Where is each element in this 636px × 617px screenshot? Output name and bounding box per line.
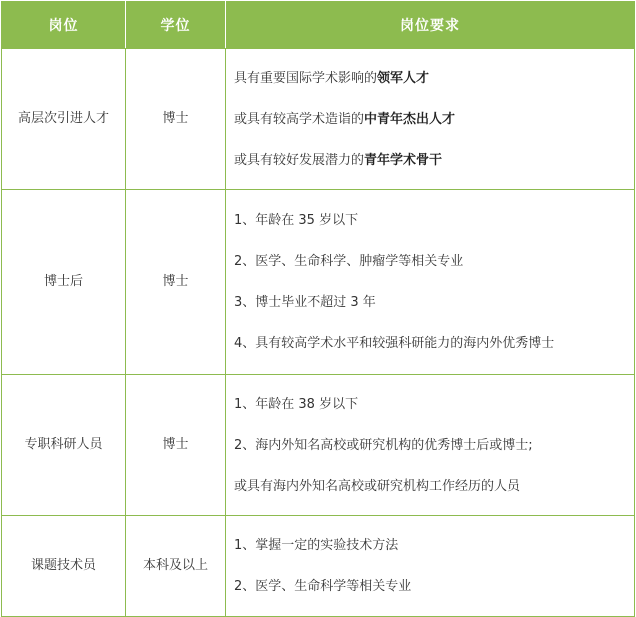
recruitment-table [1, 1, 635, 617]
degree-cell: 博士 [126, 190, 226, 375]
table-header-row [2, 2, 635, 49]
table-row [2, 49, 635, 190]
requirement-line [234, 99, 634, 140]
requirement-highlight: 中青年杰出人才 [364, 111, 456, 127]
requirements-cell [226, 516, 635, 617]
header-degree: 学位 [126, 2, 226, 49]
requirement-text: 或具有较高学术造诣的 [234, 111, 365, 127]
degree-cell: 本科及以上 [126, 516, 226, 617]
requirement-text: 具有重要国际学术影响的 [234, 70, 378, 86]
requirements-cell [226, 49, 635, 190]
requirement-line: 2、海内外知名高校或研究机构的优秀博士后或博士; [234, 437, 533, 453]
position-cell: 博士后 [2, 190, 126, 375]
degree-cell: 博士 [126, 49, 226, 190]
requirement-line: 1、年龄在 35 岁以下 [234, 213, 359, 228]
requirement-line [234, 58, 634, 99]
degree-cell: 博士 [126, 375, 226, 516]
position-cell: 课题技术员 [2, 516, 126, 617]
table-row [2, 190, 635, 375]
table-row [2, 516, 635, 617]
requirement-line: 3、博士毕业不超过 3 年 [234, 295, 376, 310]
requirement-line: 4、具有较高学术水平和较强科研能力的海内外优秀博士 [234, 336, 555, 351]
requirement-line: 1、年龄在 38 岁以下 [234, 396, 359, 412]
requirements-cell [226, 375, 635, 516]
requirement-highlight: 青年学术骨干 [364, 152, 443, 168]
position-cell: 专职科研人员 [2, 375, 126, 516]
table-row [2, 375, 635, 516]
requirements-cell [226, 190, 635, 375]
requirement-line [234, 140, 634, 181]
requirement-line: 2、医学、生命科学、肿瘤学等相关专业 [234, 254, 464, 269]
requirement-highlight: 领军人才 [377, 70, 430, 86]
requirement-line: 或具有海内外知名高校或研究机构工作经历的人员 [234, 478, 521, 494]
header-position: 岗位 [2, 2, 126, 49]
header-requirements: 岗位要求 [226, 2, 635, 49]
requirement-line: 1、掌握一定的实验技术方法 [234, 538, 399, 553]
requirement-text: 或具有较好发展潜力的 [234, 152, 365, 168]
position-cell: 高层次引进人才 [2, 49, 126, 190]
requirement-line: 2、医学、生命科学等相关专业 [234, 579, 412, 594]
